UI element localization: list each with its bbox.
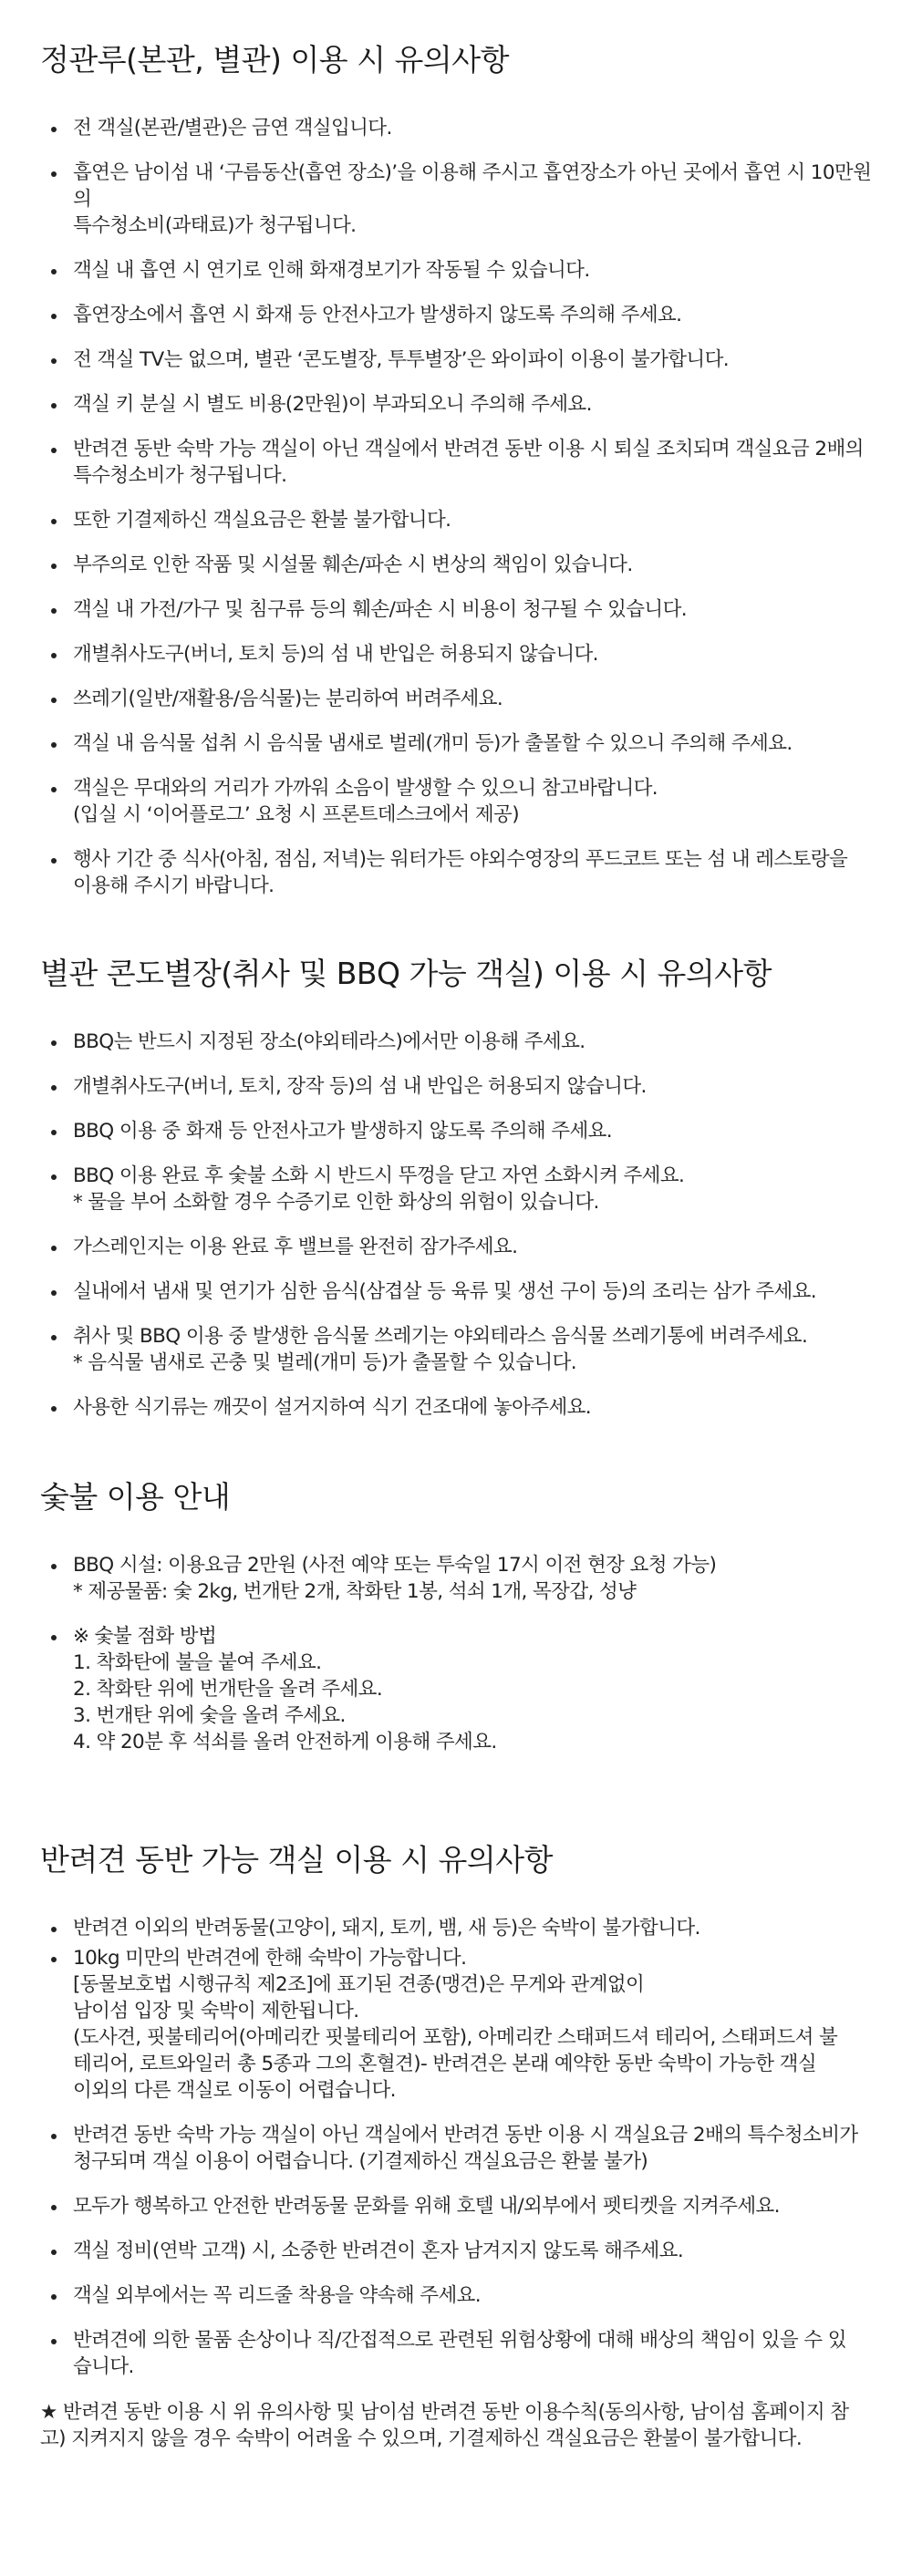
rules-list (40, 1915, 872, 2380)
list-item: BBQ 이용 중 화재 등 안전사고가 발생하지 않도록 주의해 주세요. (40, 1118, 872, 1144)
rules-list (40, 1029, 872, 1421)
list-item: 반려견 동반 숙박 가능 객실이 아닌 객실에서 반려견 동반 이용 시 객실요금 2배의 특수청소비가 청구되며 객실 이용이 어렵습니다. (기결제하신 객실요금은 환불 불가) (40, 2122, 872, 2175)
section-jeonggwanru (40, 40, 872, 917)
rules-list (40, 115, 872, 899)
list-item: 모두가 행복하고 안전한 반려동물 문화를 위해 호텔 내/외부에서 펫티켓을 지켜주세요. (40, 2193, 872, 2219)
pet-footnote: ★ 반려견 동반 이용 시 위 유의사항 및 남이섬 반려견 동반 이용수칙(동의사항, 남이섬 홈페이지 참 고) 지켜지지 않을 경우 숙박이 어려울 수 있으며, 기결제하신 객실요금은 환불이 불가합니다. (40, 2401, 849, 2450)
list-item: 개별취사도구(버너, 토치 등)의 섬 내 반입은 허용되지 않습니다. (40, 641, 872, 667)
list-item: 가스레인지는 이용 완료 후 밸브를 완전히 잠가주세요. (40, 1234, 872, 1260)
list-item: 전 객실 TV는 없으며, 별관 ‘콘도별장, 투투별장’은 와이파이 이용이 불가합니다. (40, 347, 872, 373)
list-item: 사용한 식기류는 깨끗이 설거지하여 식기 건조대에 놓아주세요. (40, 1394, 872, 1421)
list-item: 10kg 미만의 반려견에 한해 숙박이 가능합니다. [동물보호법 시행규칙 제2조]에 표기된 견종(맹견)은 무게와 관계없이 남이섬 입장 및 숙박이 제한됩니다. (도사견, 핏불테리어(아메리칸 핏불테리어 포함), 아메리칸 스태퍼드셔 테리어, 스태퍼드셔 불 테리어, 로트와일러 총 5종과 그의 혼혈견)- 반려견은 본래 예약한 동반 숙박이 가능한 객실 이외의 다른 객실로 이동이 어렵습니다. (40, 1945, 872, 2104)
section-charcoal-guide (40, 1477, 872, 1774)
list-item: 흡연장소에서 흡연 시 화재 등 안전사고가 발생하지 않도록 주의해 주세요. (40, 302, 872, 328)
list-item: ※ 숯불 점화 방법 1. 착화탄에 불을 붙여 주세요. 2. 착화탄 위에 번개탄을 올려 주세요. 3. 번개탄 위에 숯을 올려 주세요. 4. 약 20분 후 석쇠를 올려 안전하게 이용해 주세요. (40, 1623, 872, 1755)
list-item: BBQ 이용 완료 후 숯불 소화 시 반드시 뚜껑을 닫고 자연 소화시켜 주세요. * 물을 부어 소화할 경우 수증기로 인한 화상의 위험이 있습니다. (40, 1163, 872, 1216)
list-item: 객실은 무대와의 거리가 가까워 소음이 발생할 수 있으니 참고바랍니다. (입실 시 ‘이어플로그’ 요청 시 프론트데스크에서 제공) (40, 775, 872, 828)
section-title: 별관 콘도별장(취사 및 BBQ 가능 객실) 이용 시 유의사항 (40, 956, 772, 991)
list-item: 객실 내 가전/가구 및 침구류 등의 훼손/파손 시 비용이 청구될 수 있습니다. (40, 596, 872, 623)
list-item: 개별취사도구(버너, 토치, 장작 등)의 섬 내 반입은 허용되지 않습니다. (40, 1073, 872, 1100)
list-item: 객실 내 흡연 시 연기로 인해 화재경보기가 작동될 수 있습니다. (40, 257, 872, 284)
list-item: 전 객실(본관/별관)은 금연 객실입니다. (40, 115, 872, 141)
list-item: 객실 내 음식물 섭취 시 음식물 냄새로 벌레(개미 등)가 출몰할 수 있으니 주의해 주세요. (40, 730, 872, 757)
list-item: BBQ 시설: 이용요금 2만원 (사전 예약 또는 투숙일 17시 이전 현장 요청 가능) * 제공물품: 숯 2kg, 번개탄 2개, 착화탄 1봉, 석쇠 1개, 목장갑, 성냥 (40, 1552, 872, 1605)
list-item: 객실 정비(연박 고객) 시, 소중한 반려견이 혼자 남겨지지 않도록 해주세요. (40, 2238, 872, 2264)
section-pet-rooms (40, 1840, 872, 2398)
list-item: 객실 외부에서는 꼭 리드줄 착용을 약속해 주세요. (40, 2282, 872, 2309)
list-item: 반려견 동반 숙박 가능 객실이 아닌 객실에서 반려견 동반 이용 시 퇴실 조치되며 객실요금 2배의 특수청소비가 청구됩니다. (40, 436, 872, 489)
section-title: 숯불 이용 안내 (40, 1479, 231, 1515)
list-item: 행사 기간 중 식사(아침, 점심, 저녁)는 워터가든 야외수영장의 푸드코트 또는 섬 내 레스토랑을 이용해 주시기 바랍니다. (40, 846, 872, 899)
list-item: BBQ는 반드시 지정된 장소(야외테라스)에서만 이용해 주세요. (40, 1029, 872, 1055)
list-item: 흡연은 남이섬 내 ‘구름동산(흡연 장소)’을 이용해 주시고 흡연장소가 아닌 곳에서 흡연 시 10만원의 특수청소비(과태료)가 청구됩니다. (40, 160, 872, 239)
list-item: 객실 키 분실 시 별도 비용(2만원)이 부과되오니 주의해 주세요. (40, 391, 872, 418)
list-item: 또한 기결제하신 객실요금은 환불 불가합니다. (40, 507, 872, 533)
list-item: 부주의로 인한 작품 및 시설물 훼손/파손 시 변상의 책임이 있습니다. (40, 552, 872, 578)
list-item: 반려견 이외의 반려동물(고양이, 돼지, 토끼, 뱀, 새 등)은 숙박이 불가합니다. (40, 1915, 872, 1941)
section-title: 정관루(본관, 별관) 이용 시 유의사항 (40, 42, 509, 78)
section-title: 반려견 동반 가능 객실 이용 시 유의사항 (40, 1842, 553, 1878)
list-item: 취사 및 BBQ 이용 중 발생한 음식물 쓰레기는 야외테라스 음식물 쓰레기통에 버려주세요. * 음식물 냄새로 곤충 및 벌레(개미 등)가 출몰할 수 있습니다. (40, 1323, 872, 1376)
list-item: 반려견에 의한 물품 손상이나 직/간접적으로 관련된 위험상황에 대해 배상의 책임이 있을 수 있 습니다. (40, 2327, 872, 2380)
rules-list (40, 1552, 872, 1755)
list-item: 쓰레기(일반/재활용/음식물)는 분리하여 버려주세요. (40, 686, 872, 712)
section-condo-villa (40, 954, 872, 1439)
list-item: 실내에서 냄새 및 연기가 심한 음식(삼겹살 등 육류 및 생선 구이 등)의 조리는 삼가 주세요. (40, 1278, 872, 1305)
